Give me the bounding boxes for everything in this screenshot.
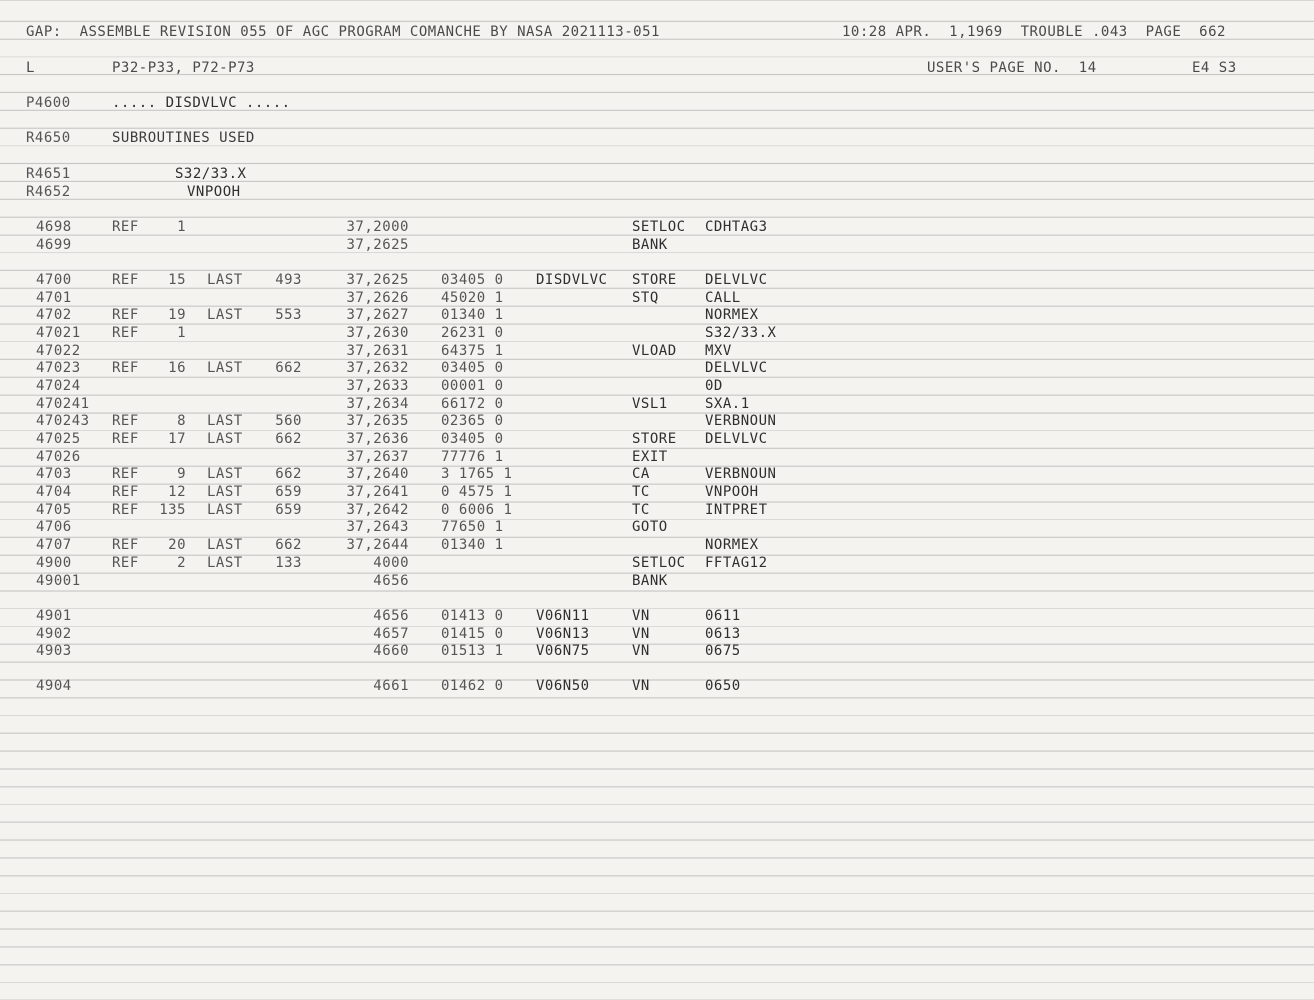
- sequence-number: 470241: [36, 396, 90, 412]
- opcode: STORE: [632, 272, 677, 288]
- label-tag: DISDVLVC: [536, 272, 608, 288]
- sequence-number: 47024: [36, 378, 81, 394]
- remark-id: R4650: [26, 130, 71, 146]
- opcode: EXIT: [632, 449, 668, 465]
- sequence-number: 4703: [36, 466, 72, 482]
- operand: NORMEX: [705, 537, 759, 553]
- sequence-number: 47026: [36, 449, 81, 465]
- opcode: STORE: [632, 431, 677, 447]
- opcode: VN: [632, 678, 650, 694]
- last-page: 662: [275, 431, 302, 447]
- opcode: VN: [632, 608, 650, 624]
- location: 37,2633: [346, 378, 409, 394]
- location: 37,2635: [346, 413, 409, 429]
- operand: DELVLVC: [705, 360, 768, 376]
- ref-label: REF: [112, 325, 139, 341]
- ref-count: 20: [168, 537, 186, 553]
- sequence-number: 4704: [36, 484, 72, 500]
- sequence-number: 4707: [36, 537, 72, 553]
- last-label: LAST: [207, 466, 243, 482]
- sequence-number: 4901: [36, 608, 72, 624]
- location: 37,2632: [346, 360, 409, 376]
- octal-word: 0 4575 1: [441, 484, 513, 500]
- ref-count: 17: [168, 431, 186, 447]
- location: 4660: [373, 643, 409, 659]
- location: 37,2642: [346, 502, 409, 518]
- octal-word: 03405 0: [441, 431, 504, 447]
- octal-word: 03405 0: [441, 360, 504, 376]
- opcode: VN: [632, 643, 650, 659]
- label-tag: V06N75: [536, 643, 590, 659]
- operand: DELVLVC: [705, 272, 768, 288]
- octal-word: 0 6006 1: [441, 502, 513, 518]
- ref-count: 15: [168, 272, 186, 288]
- remark-id: R4652: [26, 184, 71, 200]
- operand: VERBNOUN: [705, 413, 777, 429]
- octal-word: 66172 0: [441, 396, 504, 412]
- location: 37,2625: [346, 272, 409, 288]
- octal-word: 01340 1: [441, 307, 504, 323]
- location: 37,2641: [346, 484, 409, 500]
- last-page: 133: [275, 555, 302, 571]
- section-title: ..... DISDVLVC .....: [112, 95, 291, 111]
- octal-word: 02365 0: [441, 413, 504, 429]
- operand: CDHTAG3: [705, 219, 768, 235]
- location: 4661: [373, 678, 409, 694]
- operand: 0650: [705, 678, 741, 694]
- operand: MXV: [705, 343, 732, 359]
- ref-label: REF: [112, 360, 139, 376]
- section-id: P4600: [26, 95, 71, 111]
- octal-word: 03405 0: [441, 272, 504, 288]
- octal-word: 3 1765 1: [441, 466, 513, 482]
- location: 37,2643: [346, 519, 409, 535]
- last-label: LAST: [207, 502, 243, 518]
- opcode: STQ: [632, 290, 659, 306]
- opcode: CA: [632, 466, 650, 482]
- operand: CALL: [705, 290, 741, 306]
- sequence-number: 4698: [36, 219, 72, 235]
- location: 4000: [373, 555, 409, 571]
- octal-word: 01413 0: [441, 608, 504, 624]
- octal-word: 01415 0: [441, 626, 504, 642]
- last-label: LAST: [207, 431, 243, 447]
- ref-label: REF: [112, 272, 139, 288]
- label-tag: V06N11: [536, 608, 590, 624]
- operand: VERBNOUN: [705, 466, 777, 482]
- octal-word: 64375 1: [441, 343, 504, 359]
- last-page: 659: [275, 502, 302, 518]
- label-tag: V06N50: [536, 678, 590, 694]
- octal-word: 26231 0: [441, 325, 504, 341]
- remark-id: R4651: [26, 166, 71, 182]
- remark-text: S32/33.X: [175, 166, 247, 182]
- label-tag: V06N13: [536, 626, 590, 642]
- location: 37,2640: [346, 466, 409, 482]
- last-page: 493: [275, 272, 302, 288]
- last-page: 659: [275, 484, 302, 500]
- last-label: LAST: [207, 272, 243, 288]
- opcode: VSL1: [632, 396, 668, 412]
- octal-word: 01513 1: [441, 643, 504, 659]
- operand: FFTAG12: [705, 555, 768, 571]
- ref-count: 8: [177, 413, 186, 429]
- sequence-number: 49001: [36, 573, 81, 589]
- location: 37,2000: [346, 219, 409, 235]
- octal-word: 45020 1: [441, 290, 504, 306]
- remark-text: SUBROUTINES USED: [112, 130, 255, 146]
- location: 37,2644: [346, 537, 409, 553]
- sequence-number: 4903: [36, 643, 72, 659]
- opcode: SETLOC: [632, 219, 686, 235]
- operand: 0613: [705, 626, 741, 642]
- operand: SXA.1: [705, 396, 750, 412]
- ref-label: REF: [112, 431, 139, 447]
- octal-word: 01462 0: [441, 678, 504, 694]
- ref-label: REF: [112, 307, 139, 323]
- opcode: GOTO: [632, 519, 668, 535]
- users-page-number: USER'S PAGE NO. 14: [927, 60, 1097, 76]
- location: 37,2631: [346, 343, 409, 359]
- page-sheet-code: E4 S3: [1192, 60, 1237, 76]
- operand: INTPRET: [705, 502, 768, 518]
- ref-count: 12: [168, 484, 186, 500]
- opcode: TC: [632, 502, 650, 518]
- ref-label: REF: [112, 555, 139, 571]
- listing-type-code: L: [26, 60, 35, 76]
- operand: VNPOOH: [705, 484, 759, 500]
- ref-label: REF: [112, 484, 139, 500]
- opcode: BANK: [632, 237, 668, 253]
- assembly-date-page: 10:28 APR. 1,1969 TROUBLE .043 PAGE 662: [842, 24, 1226, 40]
- remark-text: VNPOOH: [187, 184, 241, 200]
- ref-count: 16: [168, 360, 186, 376]
- sequence-number: 4701: [36, 290, 72, 306]
- ref-count: 2: [177, 555, 186, 571]
- operand: S32/33.X: [705, 325, 777, 341]
- last-label: LAST: [207, 484, 243, 500]
- sequence-number: 4706: [36, 519, 72, 535]
- location: 37,2636: [346, 431, 409, 447]
- location: 4656: [373, 573, 409, 589]
- location: 37,2626: [346, 290, 409, 306]
- location: 37,2630: [346, 325, 409, 341]
- operand: DELVLVC: [705, 431, 768, 447]
- ref-label: REF: [112, 466, 139, 482]
- sequence-number: 47022: [36, 343, 81, 359]
- opcode: TC: [632, 484, 650, 500]
- octal-word: 77776 1: [441, 449, 504, 465]
- ref-label: REF: [112, 537, 139, 553]
- sequence-number: 4705: [36, 502, 72, 518]
- sequence-number: 47023: [36, 360, 81, 376]
- program-section-title: P32-P33, P72-P73: [112, 60, 255, 76]
- opcode: BANK: [632, 573, 668, 589]
- ref-label: REF: [112, 413, 139, 429]
- octal-word: 00001 0: [441, 378, 504, 394]
- location: 37,2637: [346, 449, 409, 465]
- sequence-number: 4900: [36, 555, 72, 571]
- location: 37,2625: [346, 237, 409, 253]
- octal-word: 01340 1: [441, 537, 504, 553]
- last-page: 662: [275, 466, 302, 482]
- ref-count: 135: [159, 502, 186, 518]
- last-label: LAST: [207, 360, 243, 376]
- sequence-number: 4700: [36, 272, 72, 288]
- ref-count: 1: [177, 325, 186, 341]
- assembly-title: GAP: ASSEMBLE REVISION 055 OF AGC PROGRAM COMANCHE BY NASA 2021113-051: [26, 24, 660, 40]
- sequence-number: 470243: [36, 413, 90, 429]
- ref-count: 19: [168, 307, 186, 323]
- sequence-number: 4699: [36, 237, 72, 253]
- operand: 0D: [705, 378, 723, 394]
- location: 4656: [373, 608, 409, 624]
- last-label: LAST: [207, 537, 243, 553]
- ref-count: 9: [177, 466, 186, 482]
- last-label: LAST: [207, 555, 243, 571]
- operand: NORMEX: [705, 307, 759, 323]
- opcode: VN: [632, 626, 650, 642]
- location: 4657: [373, 626, 409, 642]
- octal-word: 77650 1: [441, 519, 504, 535]
- last-page: 662: [275, 360, 302, 376]
- operand: 0611: [705, 608, 741, 624]
- opcode: VLOAD: [632, 343, 677, 359]
- ref-label: REF: [112, 219, 139, 235]
- opcode: SETLOC: [632, 555, 686, 571]
- last-page: 560: [275, 413, 302, 429]
- location: 37,2634: [346, 396, 409, 412]
- last-page: 662: [275, 537, 302, 553]
- sequence-number: 47021: [36, 325, 81, 341]
- sequence-number: 4702: [36, 307, 72, 323]
- location: 37,2627: [346, 307, 409, 323]
- sequence-number: 4902: [36, 626, 72, 642]
- last-label: LAST: [207, 413, 243, 429]
- ref-count: 1: [177, 219, 186, 235]
- last-page: 553: [275, 307, 302, 323]
- sequence-number: 4904: [36, 678, 72, 694]
- last-label: LAST: [207, 307, 243, 323]
- sequence-number: 47025: [36, 431, 81, 447]
- operand: 0675: [705, 643, 741, 659]
- ref-label: REF: [112, 502, 139, 518]
